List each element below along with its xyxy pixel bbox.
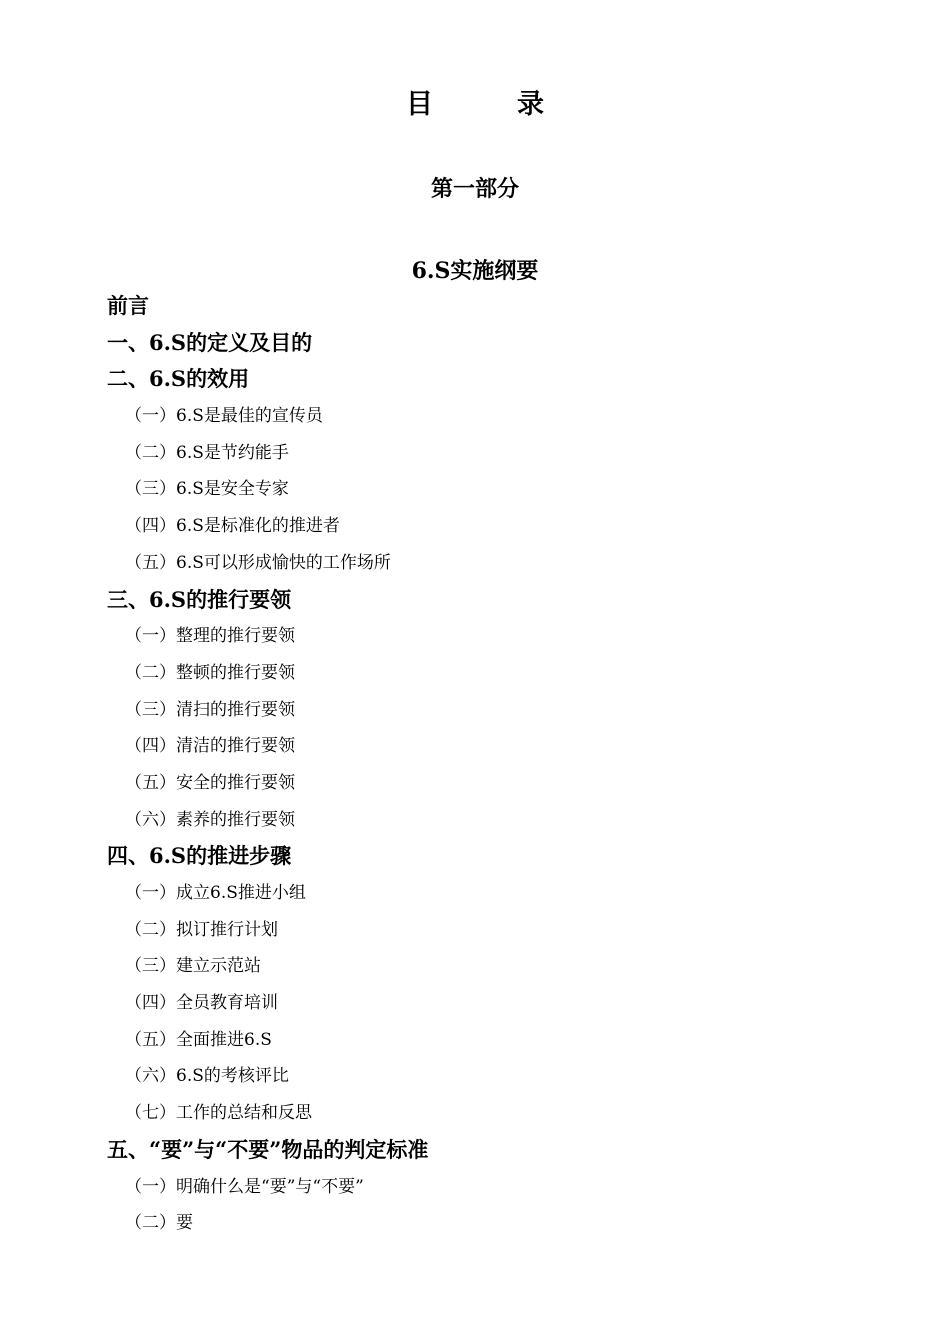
toc-title-left: 目 (406, 89, 433, 120)
toc-subsection-entry[interactable]: （五）6.S可以形成愉快的工作场所 (125, 552, 391, 573)
toc-section-entry[interactable]: 一、6.S的定义及目的 (107, 329, 313, 355)
toc-subsection-entry[interactable]: （一）整理的推行要领 (125, 626, 295, 647)
toc-section-entry[interactable]: 五、“要”与“不要”物品的判定标准 (107, 1136, 429, 1162)
toc-subsection-entry[interactable]: （七）工作的总结和反思 (125, 1103, 312, 1124)
toc-subsection-entry[interactable]: （六）素养的推行要领 (125, 809, 295, 830)
section-subtitle: 6.S实施纲要 (411, 258, 539, 284)
toc-subsection-entry[interactable]: （一）6.S是最佳的宣传员 (125, 406, 323, 427)
table-of-contents (107, 288, 867, 1242)
toc-section-entry[interactable]: 三、6.S的推行要领 (107, 586, 292, 612)
toc-subsection-entry[interactable]: （五）安全的推行要领 (125, 772, 295, 793)
toc-subsection-entry[interactable]: （四）6.S是标准化的推进者 (125, 516, 340, 537)
toc-subsection-entry[interactable]: （三）6.S是安全专家 (125, 479, 289, 500)
toc-section-entry[interactable]: 四、6.S的推进步骤 (107, 843, 292, 869)
toc-section-entry[interactable]: 前言 (107, 293, 149, 318)
toc-subsection-entry[interactable]: （三）清扫的推行要领 (125, 699, 295, 720)
toc-subsection-entry[interactable]: （二）要 (125, 1213, 193, 1234)
toc-subsection-entry[interactable]: （一）明确什么是“要”与“不要” (125, 1176, 364, 1197)
toc-title (0, 82, 950, 121)
toc-subsection-entry[interactable]: （二）拟订推行计划 (125, 919, 278, 940)
toc-subsection-entry[interactable]: （二）6.S是节约能手 (125, 442, 289, 463)
toc-section-entry[interactable]: 二、6.S的效用 (107, 366, 250, 392)
toc-subsection-entry[interactable]: （四）全员教育培训 (125, 993, 278, 1014)
part-heading: 第一部分 (430, 176, 519, 202)
toc-subsection-entry[interactable]: （四）清洁的推行要领 (125, 736, 295, 757)
toc-subsection-entry[interactable]: （二）整顿的推行要领 (125, 662, 295, 683)
toc-subsection-entry[interactable]: （一）成立6.S推进小组 (125, 883, 306, 903)
toc-subsection-entry[interactable]: （五）全面推进6.S (125, 1029, 272, 1050)
toc-subsection-entry[interactable]: （六）6.S的考核评比 (125, 1066, 289, 1087)
toc-title-right: 录 (517, 89, 544, 120)
toc-subsection-entry[interactable]: （三）建立示范站 (125, 956, 261, 977)
